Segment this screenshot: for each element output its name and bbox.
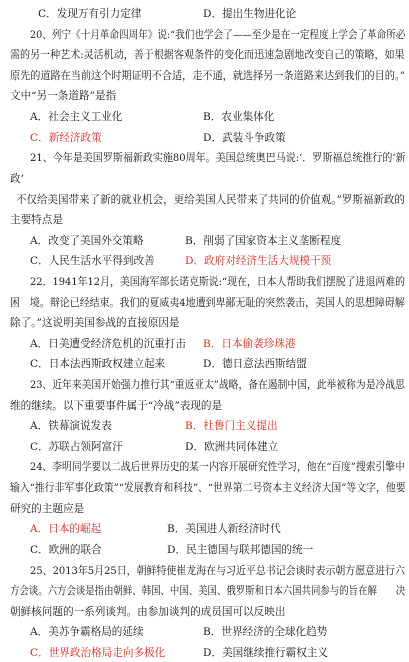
q24-option-a-answer: A．日本的崛起 xyxy=(30,523,102,536)
q23-stem-line-2: 维的继续。以下重要事件属于“冷战”表现的是 xyxy=(10,399,223,412)
q22-stem-line-3: 除了。”这说明美国参战的直接原因是 xyxy=(10,317,180,330)
q22-stem-line-1: 22．1941年12月，美国海军部长诺克斯说:“现在，日本人帮助我们摆脱了进退两难的 xyxy=(30,275,405,288)
q24-option-d: D．民主德国与联邦德国的统一 xyxy=(167,543,314,556)
q19-option-d: D．提出生物进化论 xyxy=(203,8,297,20)
q21-stem-line-4: 主要特点是 xyxy=(10,214,63,227)
q21-option-a: A．改变了美国外交策略 xyxy=(30,234,144,247)
q21-stem-line-1: 21、今年是美国罗斯福新政实施80周年。美国总统奥巴马说:‘．罗斯福总统推行的‘新 xyxy=(30,152,406,165)
q25-stem-line-2: 方会谈。六方会谈是指由朝鲜、韩国、中国、美国、俄罗斯和日本六国共同参与的旨在解 决 xyxy=(10,585,406,598)
q24-stem-line-3: 研究的主题应是 xyxy=(10,502,85,515)
q20-stem-line-1: 20、列宁《十月革命四周年》说:“我们也学会了——至少是在一定程度上学会了革命所必 xyxy=(30,28,406,41)
q20-stem-line-4: 文中“另一条道路”是指 xyxy=(10,90,117,103)
q21-option-d-answer: D．政府对经济生活大规模干预 xyxy=(185,255,332,268)
q22-option-c: C．日本法西斯政权建立起来 xyxy=(30,358,166,371)
q23-stem-line-1: 23、近年来美国开始强力推行其“重返亚太”战略，备在遏制中国，此举被称为是冷战思 xyxy=(30,379,405,392)
q20-option-c-answer: C．新经济政策 xyxy=(30,131,102,144)
q19-option-c: C．发现万有引力定律 xyxy=(38,8,142,20)
q25-stem-line-3: 朝鲜核问题的一系列谈判。由参加谈判的成员国可以反映出 xyxy=(10,605,286,618)
q22-option-a: A．日美遭受经济危机的沉重打击 xyxy=(30,337,186,350)
q20-option-a: A．社会主义工业化 xyxy=(30,111,123,124)
q22-option-b-answer: B．日本偷袭珍珠港 xyxy=(203,337,296,350)
q25-option-c-answer: C．世界政治格局走向多极化 xyxy=(30,647,166,659)
q20-stem-line-2: 需的另一种艺术:灵活机动，善于根据客观条件的变化而迅速急剧地改变自己的策略，如果 xyxy=(10,49,405,62)
q24-stem-line-2: 输入“推行非军事化政策”“发展教育和科技”、“世界第二号资本主义经济大国”等文字，他要 xyxy=(10,482,406,495)
q20-stem-line-3: 原先的道路在当前这个时期证明不合适，走不通，就选择另一条道路来达到我们的目的。” xyxy=(10,69,406,82)
q23-option-b-answer: B．杜鲁门主义提出 xyxy=(185,420,278,433)
q20-option-d: D．武装斗争政策 xyxy=(203,131,286,144)
q25-stem-line-1: 25、2013年5月25日，朝鲜特使崔龙海在与习近平总书记会谈时表示朝方愿意进行六 xyxy=(30,564,405,577)
q22-option-d: D．德日意法西斯结盟 xyxy=(203,358,307,371)
q23-option-a: A．铁幕演说发表 xyxy=(30,420,112,433)
q24-stem-line-1: 24、李明同学要以二战后世界历史的某一内容开展研究性学习，他在“百度”搜索引擎中 xyxy=(30,461,405,474)
q21-option-b: B．削弱了国家资本主义垄断程度 xyxy=(185,234,342,247)
q23-option-d: D．欧洲共同体建立 xyxy=(185,440,279,453)
q24-option-b: B．美国进人新经济时代 xyxy=(167,523,281,536)
q23-option-c: C．苏联占领阿富汗 xyxy=(30,440,123,453)
q25-option-b: B．世界经济的全球化趋势 xyxy=(203,626,328,639)
q21-stem-line-2: 政’ xyxy=(10,172,24,185)
q25-option-d: D．美国继续推行霸权主义 xyxy=(203,647,329,659)
q21-option-c: C．人民生活水平得到改善 xyxy=(30,255,155,268)
q24-option-c: C．欧洲的联合 xyxy=(30,543,102,556)
q20-option-b: B．农业集体化 xyxy=(203,111,275,124)
q25-option-a: A．美苏争霸格局的延续 xyxy=(30,626,144,639)
q22-stem-line-2: 困 境。辩论已经结束。我们的夏威夷4地遭到卑鄙无耻的突然袭击，美国人的思想障碍解 xyxy=(10,296,405,309)
q21-stem-line-3: 不仅给美国带来了新的就业机会，更给美国人民带来了共同的价值观。”罗斯福新政的 xyxy=(16,193,405,206)
